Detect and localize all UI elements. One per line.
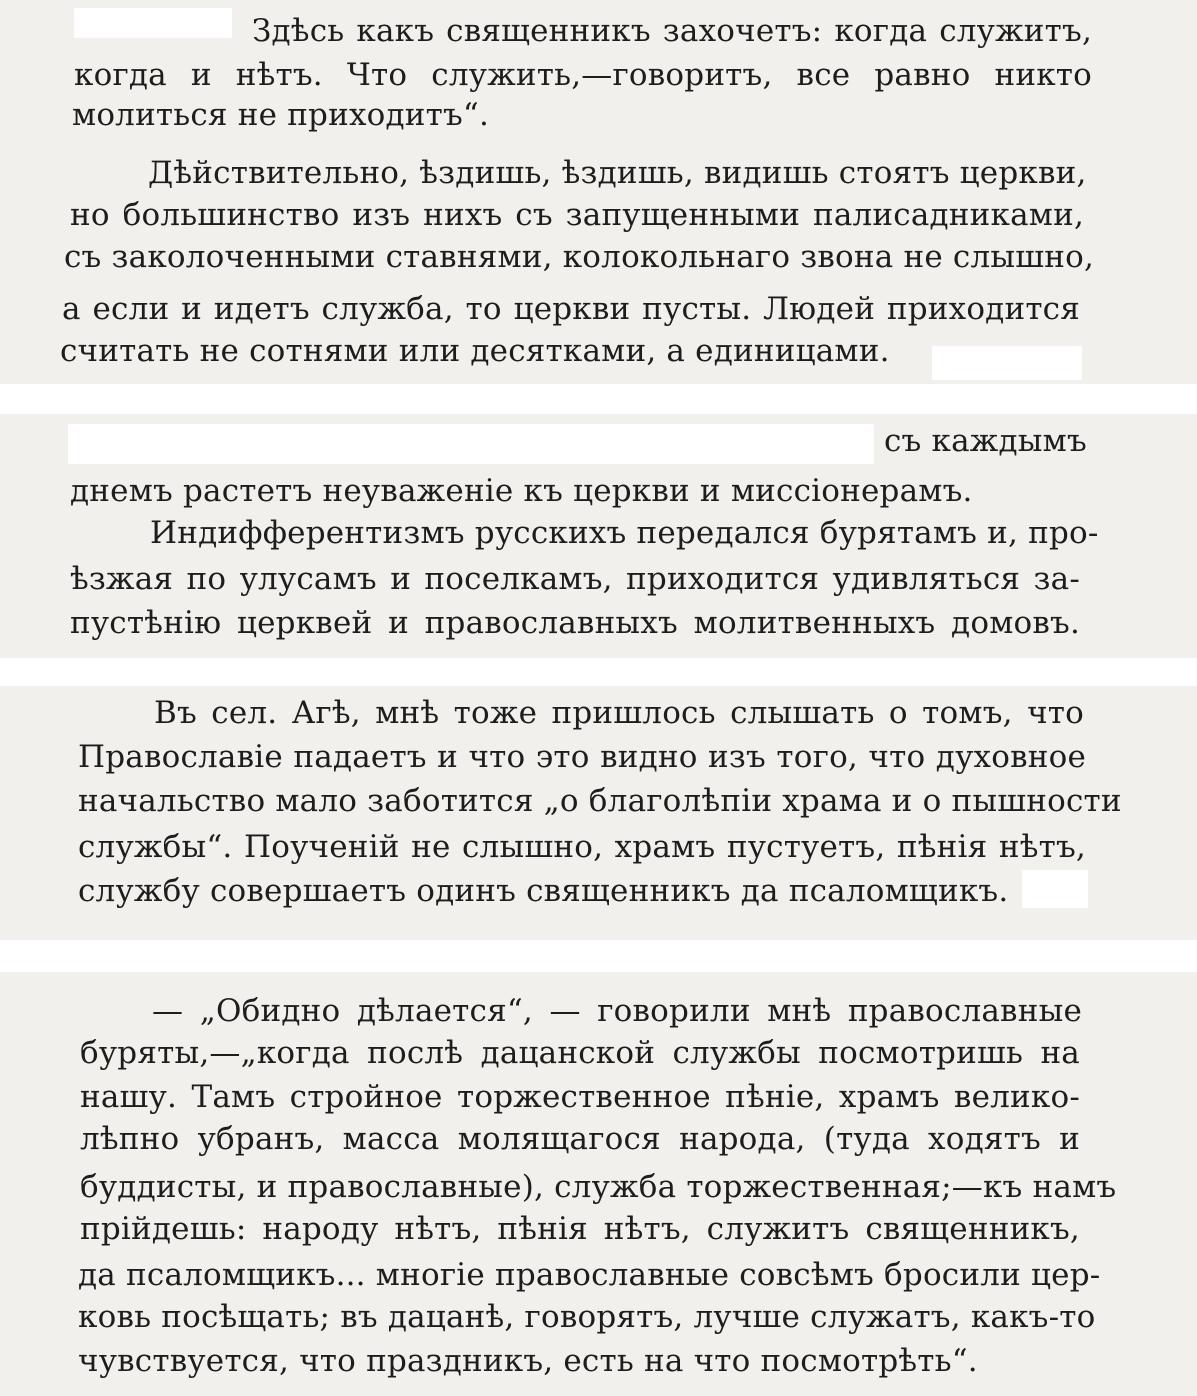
text-line: чувствуется, что праздникъ, есть на что посмотрѣть“.: [78, 1343, 978, 1379]
text-line: лѣпно убранъ, масса молящагося народа, (туда ходятъ и: [80, 1121, 1080, 1157]
text-line: съ заколоченными ставнями, колокольнаго звона не слышно,: [64, 239, 1095, 275]
text-line: когда и нѣтъ. Что служить,—говоритъ, все равно никто: [74, 57, 1092, 93]
text-line: да псаломщикъ... многіе православные совсѣмъ бросили цер-: [78, 1257, 1101, 1293]
text-line: прійдешь: народу нѣтъ, пѣнія нѣтъ, служитъ священникъ,: [80, 1211, 1080, 1247]
text-line: но большинство изъ нихъ съ запущенными палисадниками,: [70, 197, 1084, 233]
text-line: съ каждымъ: [884, 423, 1087, 459]
text-line: Здѣсь какъ священникъ захочетъ: когда служитъ,: [252, 13, 1092, 49]
text-line: молиться не приходитъ“.: [72, 97, 490, 133]
redaction-box: [932, 346, 1082, 380]
text-line: пустѣнію церквей и православныхъ молитвенныхъ домовъ.: [70, 605, 1080, 641]
cut-off-line: [260, 0, 1098, 13]
separator-strip: [0, 658, 1197, 686]
text-fragment-2: [0, 414, 1197, 658]
text-line: нашу. Тамъ стройное торжественное пѣніе, храмъ велико-: [80, 1079, 1080, 1115]
text-line: буряты,—„когда послѣ дацанской службы посмотришь на: [80, 1035, 1080, 1071]
text-fragment-3: [0, 686, 1197, 940]
separator-strip: [0, 940, 1197, 972]
text-line: Православіе падаетъ и что это видно изъ того, что духовное: [78, 739, 1086, 775]
text-line: Дѣйствительно, ѣздишь, ѣздишь, видишь стоятъ церкви,: [148, 155, 1087, 191]
text-line: начальство мало заботится „о благолѣпіи храма и о пышности: [78, 783, 1122, 819]
redaction-box: [74, 8, 232, 38]
text-line: службы“. Поученій не слышно, храмъ пустуетъ, пѣнія нѣтъ,: [78, 829, 1086, 865]
text-line: Индифферентизмъ русскихъ передался бурятамъ и, про-: [150, 515, 1099, 551]
separator-strip: [0, 384, 1197, 414]
text-line: считать не сотнями или десятками, а единицами.: [60, 333, 890, 369]
text-line: службу совершаетъ одинъ священникъ да псаломщикъ.: [78, 873, 1009, 909]
text-fragment-4: [0, 972, 1197, 1396]
redaction-box: [68, 424, 874, 464]
text-line: ѣзжая по улусамъ и поселкамъ, приходится удивляться за-: [70, 561, 1080, 597]
text-line: а если и идетъ служба, то церкви пусты. Людей приходится: [62, 291, 1080, 327]
text-line: буддисты, и православные), служба торжественная;—къ намъ: [80, 1169, 1117, 1205]
redaction-box: [1022, 870, 1088, 908]
text-line: днемъ растетъ неуваженіе къ церкви и миссіонерамъ.: [70, 473, 973, 509]
text-line: ковь посѣщать; въ дацанѣ, говорятъ, лучше служатъ, какъ-то: [78, 1299, 1096, 1335]
text-line: — „Обидно дѣлается“, — говорили мнѣ православные: [152, 993, 1082, 1029]
text-line: Въ сел. Агѣ, мнѣ тоже пришлось слышать о томъ, что: [154, 695, 1084, 731]
text-fragment-1: [0, 0, 1197, 384]
